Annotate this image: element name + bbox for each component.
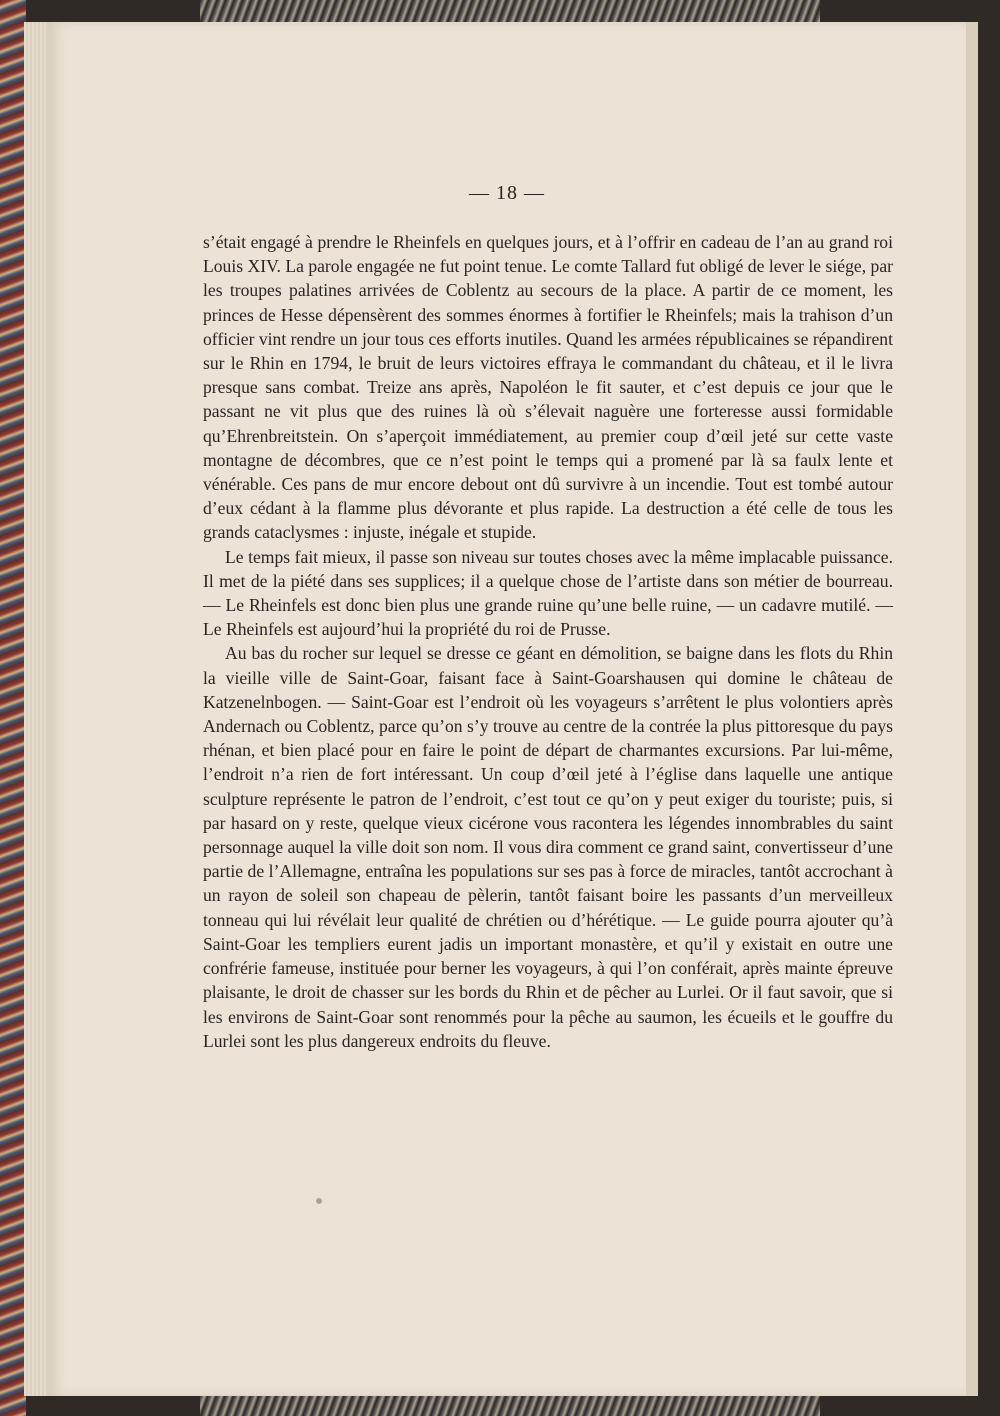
marbled-top-edge [200, 0, 820, 22]
body-text [203, 230, 893, 1053]
page-number: — 18 — [469, 182, 545, 204]
marbled-bottom-edge [200, 1394, 820, 1416]
next-page-edge [966, 22, 978, 1396]
ink-speck [316, 1198, 322, 1204]
paragraph-1: s’était engagé à prendre le Rheinfels en quelques jours, et à l’offrir en cadeau de l’an au grand roi Louis XIV. La parole engagée ne fut point tenue. Le comte Tallard fut obligé de lever le siége, par les troupes palatines arrivées de Coblentz au secours de la place. A partir de ce moment, les princes de Hesse dépensèrent des sommes énormes à fortifier le Rheinfels; mais la trahison d’un officier vint rendre un jour tous ces efforts inutiles. Quand les armées républicaines se répandirent sur le Rhin en 1794, le bruit de leurs victoires effraya le commandant du château, et il le livra presque sans combat. Treize ans après, Napoléon le fit sauter, et c’est depuis ce jour que le passant ne vit plus que des ruines là où s’élevait naguère une forteresse aussi formidable qu’Ehrenbreitstein. On s’aperçoit immédiatement, au premier coup d’œil jeté sur cette vaste montagne de décombres, que ce n’est point le temps qui a promené par là sa faulx lente et vénérable. Ces pans de mur encore debout ont dû survivre à un incendie. Tout est tombé autour d’eux cédant à la flamme plus dévorante et plus rapide. La destruction a été celle de tous les grands cataclysmes : injuste, inégale et stupide. [203, 232, 893, 543]
paragraph-2: Le temps fait mieux, il passe son niveau sur toutes choses avec la même implacable puissance. Il met de la piété dans ses supplices; il a quelque chose de l’artiste dans son métier de bourreau. — Le Rheinfels est donc bien plus une grande ruine qu’une belle ruine, — un cadavre mutilé. — Le Rheinfels est aujourd’hui la propriété du roi de Prusse. [203, 546, 893, 640]
marbled-edge [0, 0, 26, 1416]
book-page [48, 22, 966, 1396]
paragraph-3: Au bas du rocher sur lequel se dresse ce géant en démolition, se baigne dans les flots du Rhin la vieille ville de Saint-Goar, faisant face à Saint-Goarshausen qui domine le château de Katzenelnbogen. — Saint-Goar est l’endroit où les voyageurs s’arrêtent le plus volontiers après Andernach ou Coblentz, parce qu’on s’y trouve au centre de la contrée la plus pittoresque du pays rhénan, et bien placé pour en faire le point de départ de charmantes excursions. Par lui-même, l’endroit n’a rien de fort intéressant. Un coup d’œil jeté à l’église dans laquelle une antique sculpture représente le patron de l’endroit, c’est tout ce qu’on y peut exiger du touriste; puis, si par hasard on y reste, quelque vieux cicérone vous racontera les légendes innombrables du saint personnage auquel la ville doit son nom. Il vous dira comment ce grand saint, convertisseur d’une partie de l’Allemagne, entraîna les populations sur ses pas à force de miracles, tantôt accrochant à un rayon de soleil son chapeau de pèlerin, tantôt faisant boire les passants d’un merveilleux tonneau qui lui révélait leur qualité de chrétien ou d’hérétique. — Le guide pourra ajouter qu’à Saint-Goar les templiers eurent jadis un important monastère, et qu’il y existait en outre une confrérie fameuse, instituée pour berner les voyageurs, à qui l’on conférait, après mainte épreuve plaisante, le droit de chasser sur les bords du Rhin et de pêcher au Lurlei. Or il faut savoir, que si les environs de Saint-Goar sont renommés pour la pêche au saumon, les écueils et le gouffre du Lurlei sont les plus dangereux endroits du fleuve. [203, 643, 893, 1051]
